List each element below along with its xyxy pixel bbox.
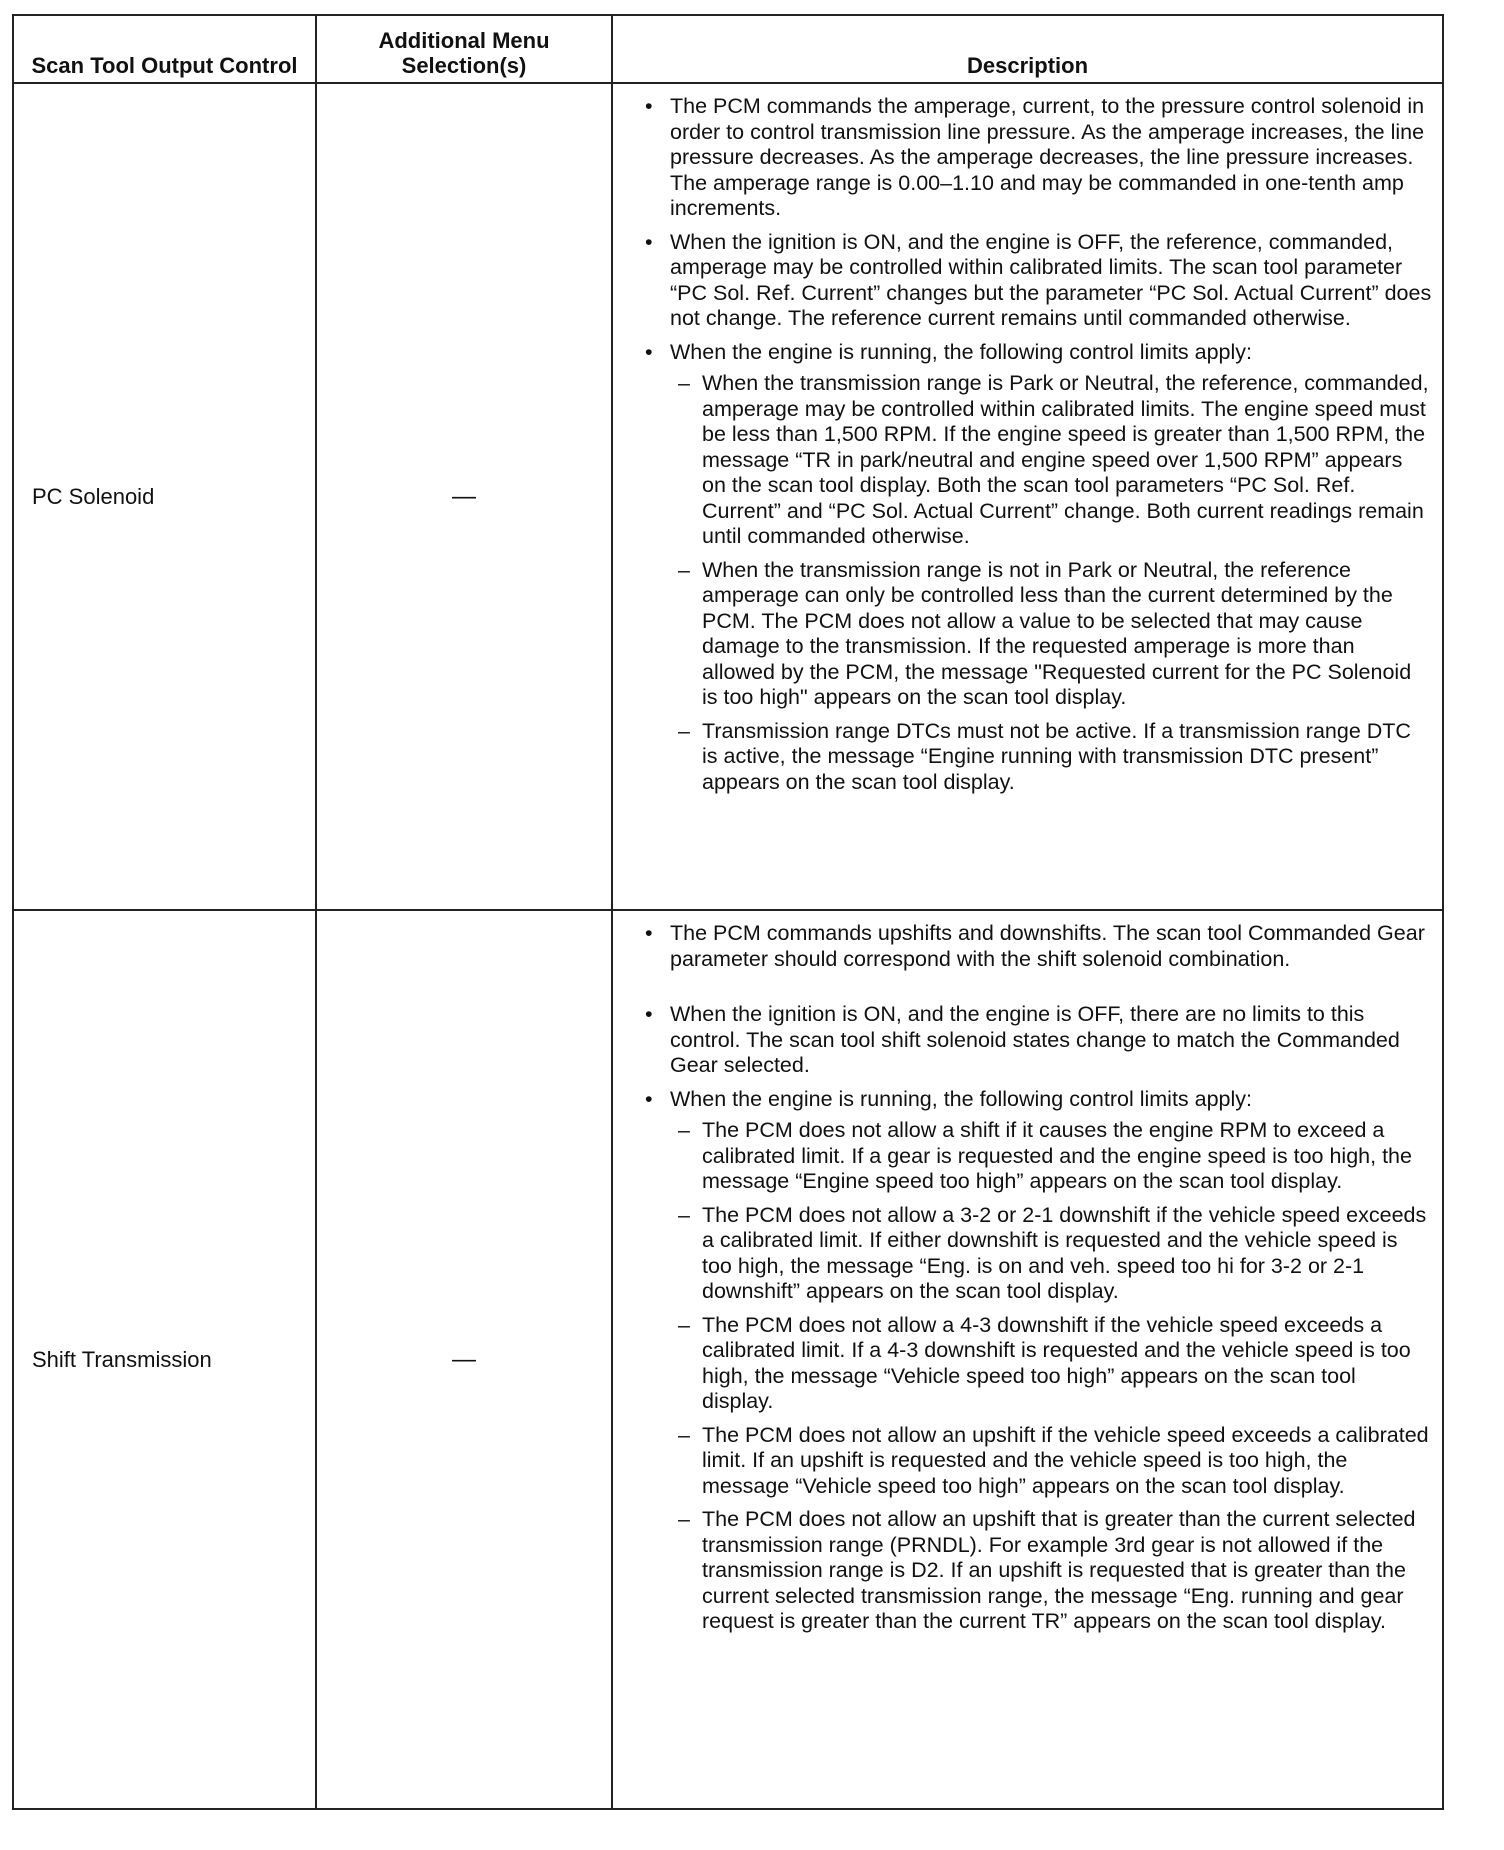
menu-selection: — [316, 83, 612, 910]
header-description: Description [612, 15, 1443, 83]
header-menu-selection: Additional Menu Selection(s) [316, 15, 612, 83]
sub-item: – When the transmission range is not in Park or Neutral, the reference amperage can only be controlled less than the current determined by the PCM. The PCM does not allow a value to be selected that may cause damage to the transmission. If the requested amperage is more than allowed by the PCM, the message "Requested current for the PC Solenoid is too high" appears on the scan tool display. [670, 558, 1432, 711]
bullet [643, 340, 1432, 796]
sub-item: – The PCM does not allow a 3-2 or 2-1 downshift if the vehicle speed exceeds a calibrated limit. If either downshift is requested and the vehicle speed is too high, the message “Eng. is on and veh. speed too hi for 3-2 or 2-1 downshift” appears on the scan tool display. [670, 1203, 1432, 1305]
bullet-text: When the engine is running, the following control limits apply: [670, 1086, 1253, 1111]
table-row [13, 83, 1443, 910]
sub-item: – The PCM does not allow a 4-3 downshift if the vehicle speed exceeds a calibrated limit. If a 4-3 downshift is requested and the vehicle speed is too high, the message “Vehicle speed too high” appears on the scan tool display. [670, 1313, 1432, 1415]
bullet: • The PCM commands the amperage, current, to the pressure control solenoid in order to control transmission line pressure. As the amperage increases, the line pressure decreases. As the amperage decreases, the line pressure increases. The amperage range is 0.00–1.10 and may be commanded in one-tenth amp increments. [643, 94, 1432, 222]
description [612, 83, 1443, 910]
bullet: • The PCM commands upshifts and downshifts. The scan tool Commanded Gear parameter should correspond with the shift solenoid combination. [643, 921, 1432, 972]
scan-tool-output-controls-table [12, 14, 1444, 1810]
sub-item: – When the transmission range is Park or Neutral, the reference, commanded, amperage may be controlled within calibrated limits. The engine speed must be less than 1,500 RPM. If the engine speed is greater than 1,500 RPM, the message “TR in park/neutral and engine speed over 1,500 RPM” appears on the scan tool display. Both the scan tool parameters “PC Sol. Ref. Current” and “PC Sol. Actual Current” change. Both current readings remain until commanded otherwise. [670, 371, 1432, 550]
control-name: Shift Transmission [13, 910, 316, 1809]
bullet: • When the ignition is ON, and the engine is OFF, there are no limits to this control. The scan tool shift solenoid states change to match the Commanded Gear selected. [643, 1002, 1432, 1079]
bullet: • When the ignition is ON, and the engine is OFF, the reference, commanded, amperage may be controlled within calibrated limits. The scan tool parameter “PC Sol. Ref. Current” changes but the parameter “PC Sol. Actual Current” does not change. The reference current remains until commanded otherwise. [643, 230, 1432, 332]
sub-item: – Transmission range DTCs must not be active. If a transmission range DTC is active, the message “Engine running with transmission DTC present” appears on the scan tool display. [670, 719, 1432, 796]
control-name: PC Solenoid [13, 83, 316, 910]
sub-item: – The PCM does not allow an upshift if the vehicle speed exceeds a calibrated limit. If an upshift is requested and the vehicle speed is too high, the message “Vehicle speed too high” appears on the scan tool display. [670, 1423, 1432, 1500]
menu-selection: — [316, 910, 612, 1809]
sub-item: – The PCM does not allow an upshift that is greater than the current selected transmission range (PRNDL). For example 3rd gear is not allowed if the transmission range is D2. If an upshift is requested that is greater than the current selected transmission range, the message “Eng. running and gear request is greater than the current TR” appears on the scan tool display. [670, 1507, 1432, 1635]
sub-item: – The PCM does not allow a shift if it causes the engine RPM to exceed a calibrated limit. If a gear is requested and the engine speed is too high, the message “Engine speed too high” appears on the scan tool display. [670, 1118, 1432, 1195]
bullet [643, 1087, 1432, 1635]
header-row [13, 15, 1443, 83]
description [612, 910, 1443, 1809]
header-output-control: Scan Tool Output Control [13, 15, 316, 83]
table-row [13, 910, 1443, 1809]
bullet-text: When the engine is running, the following control limits apply: [670, 339, 1253, 364]
